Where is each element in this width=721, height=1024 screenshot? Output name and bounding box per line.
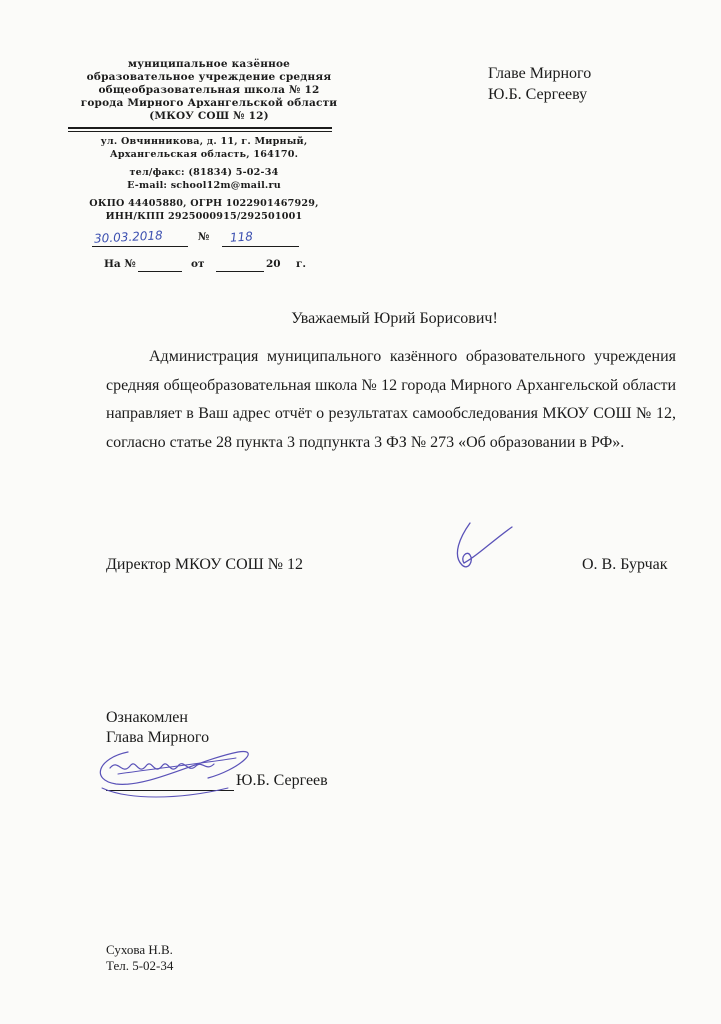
address-line: Архангельская область, 164170. <box>109 148 299 160</box>
ack-label: Ознакомлен <box>106 709 188 726</box>
letterhead-divider-thin <box>68 131 332 132</box>
codes-line: ОКПО 44405880, ОГРН 1022901467929, <box>89 198 319 210</box>
org-name-line: образовательное учреждение средняя <box>86 71 332 83</box>
letterhead-organization <box>78 58 340 123</box>
reply-year: 20 <box>266 258 281 270</box>
executor-name: Сухова Н.В. <box>106 942 173 957</box>
phone-line: тел/факс: (81834) 5-02-34 <box>129 167 279 179</box>
org-name-line: муниципальное казённое <box>127 58 291 70</box>
reply-no-label: На № <box>104 258 136 270</box>
outgoing-number-handwritten: 118 <box>229 229 254 245</box>
signatory-position: Директор МКОУ СОШ № 12 <box>106 556 304 573</box>
addressee-title: Главе Мирного <box>488 65 592 82</box>
letter-greeting: Уважаемый Юрий Борисович! <box>291 310 498 327</box>
ack-position: Глава Мирного <box>106 729 210 746</box>
letterhead-contacts <box>80 136 328 224</box>
addressee-block <box>488 63 591 105</box>
reply-date-underline <box>216 271 264 272</box>
reply-from-label: от <box>191 258 205 270</box>
org-short-name: (МКОУ СОШ № 12) <box>149 110 269 122</box>
codes-line: ИНН/КПП 2925000915/292501001 <box>105 210 303 222</box>
signatory-name: О. В. Бурчак <box>582 556 668 573</box>
executor-phone: Тел. 5-02-34 <box>106 958 174 973</box>
reply-year-suffix: г. <box>296 258 307 270</box>
outgoing-date-underline <box>92 246 188 247</box>
addressee-name: Ю.Б. Сергееву <box>488 86 588 103</box>
outgoing-number-underline <box>222 246 299 247</box>
address-line: ул. Овчинникова, д. 11, г. Мирный, <box>100 136 308 147</box>
ack-name: Ю.Б. Сергеев <box>236 772 328 789</box>
email-line: E-mail: school12m@mail.ru <box>127 179 281 191</box>
ack-signature-image <box>88 740 278 810</box>
org-name-line: города Мирного Архангельской области <box>80 97 338 109</box>
reply-no-underline <box>138 271 182 272</box>
outgoing-number-sign: № <box>198 231 210 243</box>
letter-body: Администрация муниципального казённого образовательного учреждения средняя общеобразовательная школа № 12 города Мирного Архангельской области направляет в Ваш адрес отчёт о результатах самообследования МКОУ СОШ № 12, согласно статье 28 пункта 3 подпункта 3 ФЗ № 273 «Об образовании в РФ». <box>106 348 676 451</box>
outgoing-date-handwritten: 30.03.2018 <box>93 228 164 246</box>
org-name-line: общеобразовательная школа № 12 <box>98 84 320 96</box>
letterhead-divider-thick <box>68 127 332 129</box>
director-signature-image <box>440 515 520 577</box>
